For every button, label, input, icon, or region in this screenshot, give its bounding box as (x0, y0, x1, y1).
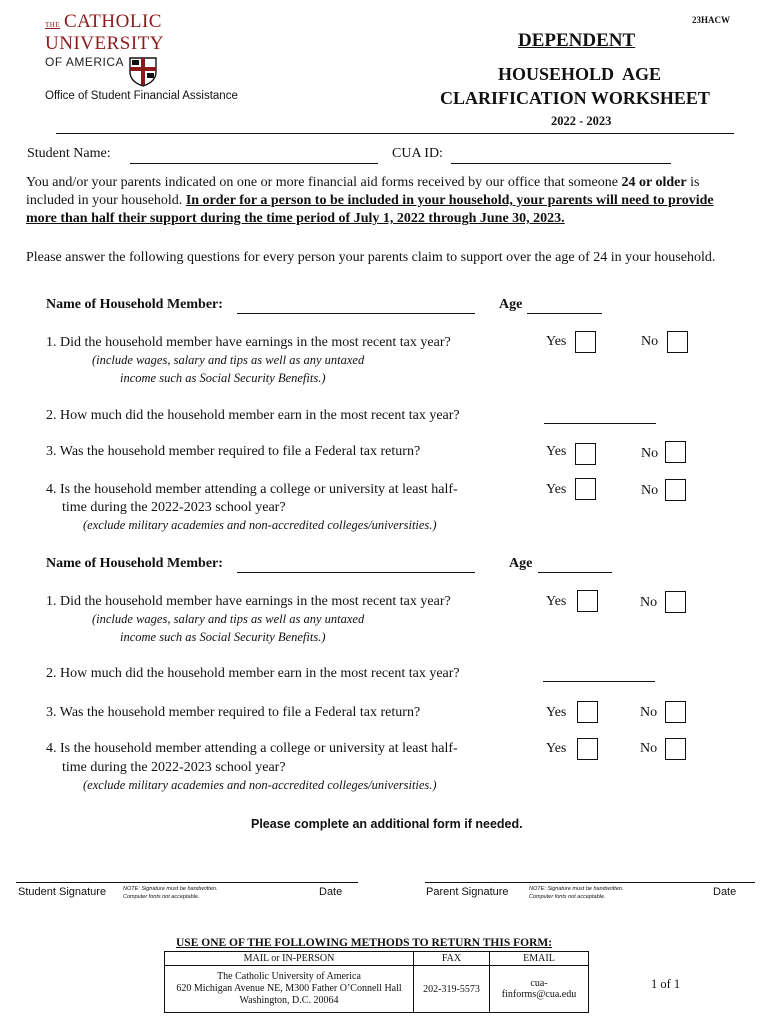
question-4: 4. Is the household member attending a college or university at least half- (46, 741, 458, 756)
page-number: 1 of 1 (651, 977, 681, 991)
intro-paragraph: You and/or your parents indicated on one or more financial aid forms received by our office that someone 24 or older is included in your household. In order for a person to be included in your household, your parents will need to provide more than half their support during the time period of July 1, 2022 through June 30, 2023. (26, 175, 714, 226)
question-1-note: (include wages, salary and tips as well as any untaxed (92, 353, 365, 367)
q3-no-checkbox[interactable] (665, 441, 686, 463)
fax-column-header: FAX (414, 952, 490, 966)
student-date-label: Date (319, 886, 343, 898)
logo-catholic: CATHOLIC (64, 11, 162, 32)
parent-signature-line[interactable] (425, 882, 755, 883)
parent-date-label: Date (713, 886, 737, 898)
q4-yes-checkbox[interactable] (577, 738, 598, 760)
parent-signature-note: NOTE: Signature must be handwritten. (529, 886, 624, 892)
fax-number: 202-319-5573 (414, 966, 490, 1013)
student-signature-line[interactable] (16, 882, 358, 883)
no-label: No (641, 334, 659, 349)
student-signature-note-cont: Computer fonts not acceptable. (123, 894, 200, 900)
member-name-field[interactable] (237, 313, 475, 314)
question-1-note-cont: income such as Social Security Benefits.) (120, 371, 326, 385)
award-year: 2022 - 2023 (551, 114, 612, 128)
yes-label: Yes (546, 334, 567, 349)
member-name-label: Name of Household Member: (46, 297, 223, 312)
student-signature-label: Student Signature (18, 886, 107, 898)
return-methods-heading: USE ONE OF THE FOLLOWING METHODS TO RETURN THIS FORM: (176, 937, 553, 949)
age-label: Age (509, 556, 533, 571)
member-name-label: Name of Household Member: (46, 556, 223, 571)
question-3: 3. Was the household member required to file a Federal tax return? (46, 444, 421, 459)
no-label: No (640, 705, 658, 720)
q3-no-checkbox[interactable] (665, 701, 686, 723)
yes-label: Yes (546, 482, 567, 497)
question-4: 4. Is the household member attending a college or university at least half- (46, 482, 458, 497)
student-name-field[interactable] (130, 163, 378, 164)
office-name: Office of Student Financial Assistance (45, 90, 238, 102)
question-4-note: (exclude military academies and non-accredited colleges/universities.) (83, 778, 437, 792)
mail-column-header: MAIL or IN-PERSON (165, 952, 414, 966)
question-4-note: (exclude military academies and non-accredited colleges/universities.) (83, 518, 437, 532)
question-1: 1. Did the household member have earnings in the most recent tax year? (46, 594, 451, 609)
age-label: Age (499, 297, 523, 312)
q1-no-checkbox[interactable] (665, 591, 686, 613)
parent-signature-label: Parent Signature (426, 886, 509, 898)
no-label: No (640, 595, 658, 610)
yes-label: Yes (546, 705, 567, 720)
q3-yes-checkbox[interactable] (575, 443, 596, 465)
no-label: No (640, 741, 658, 756)
instructions-paragraph: Please answer the following questions for every person your parents claim to support over the age of 24 in your household. (26, 250, 716, 265)
cua-id-label: CUA ID: (392, 146, 443, 161)
q3-yes-checkbox[interactable] (577, 701, 598, 723)
question-4-cont: time during the 2022-2023 school year? (62, 500, 286, 515)
additional-form-note: Please complete an additional form if needed. (251, 817, 523, 831)
student-name-label: Student Name: (27, 146, 111, 161)
q4-no-checkbox[interactable] (665, 479, 686, 501)
question-2: 2. How much did the household member earn in the most recent tax year? (46, 408, 460, 423)
student-signature-note: NOTE: Signature must be handwritten. (123, 886, 218, 892)
q1-yes-checkbox[interactable] (577, 590, 598, 612)
age-field[interactable] (527, 313, 602, 314)
member-name-field[interactable] (237, 572, 475, 573)
q1-no-checkbox[interactable] (667, 331, 688, 353)
question-1: 1. Did the household member have earnings in the most recent tax year? (46, 335, 451, 350)
question-4-cont: time during the 2022-2023 school year? (62, 760, 286, 775)
question-1-note: (include wages, salary and tips as well as any untaxed (92, 612, 365, 626)
parent-signature-note-cont: Computer fonts not acceptable. (529, 894, 606, 900)
logo-the: THE (45, 21, 61, 29)
title-household-age: HOUSEHOLD AGE (498, 64, 662, 84)
form-code: 23HACW (692, 15, 730, 25)
mail-address-line-3: Washington, D.C. 20064 (239, 995, 339, 1006)
yes-label: Yes (546, 444, 567, 459)
no-label: No (641, 483, 659, 498)
no-label: No (641, 446, 659, 461)
age-field[interactable] (538, 572, 612, 573)
mail-address (165, 966, 414, 1013)
logo-university: UNIVERSITY (45, 33, 164, 54)
yes-label: Yes (546, 594, 567, 609)
earnings-field[interactable] (544, 423, 656, 424)
mail-address-line-1: The Catholic University of America (217, 971, 361, 982)
email-column-header: EMAIL (490, 952, 589, 966)
mail-address-line-2: 620 Michigan Avenue NE, M300 Father O’Connell Hall (176, 983, 402, 994)
cua-id-field[interactable] (451, 163, 671, 164)
title-worksheet: CLARIFICATION WORKSHEET (440, 88, 710, 108)
q4-yes-checkbox[interactable] (575, 478, 596, 500)
yes-label: Yes (546, 741, 567, 756)
earnings-field[interactable] (543, 681, 655, 682)
logo-of-america: OF AMERICA (45, 55, 125, 69)
title-dependent: DEPENDENT (518, 30, 636, 51)
question-2: 2. How much did the household member earn in the most recent tax year? (46, 666, 460, 681)
question-1-note-cont: income such as Social Security Benefits.) (120, 630, 326, 644)
email-address: cua-finforms@cua.edu (490, 966, 589, 1013)
question-3: 3. Was the household member required to file a Federal tax return? (46, 705, 421, 720)
q1-yes-checkbox[interactable] (575, 331, 596, 353)
return-methods-table (164, 951, 589, 1013)
shield-icon (129, 57, 157, 87)
q4-no-checkbox[interactable] (665, 738, 686, 760)
header-divider (56, 133, 734, 134)
